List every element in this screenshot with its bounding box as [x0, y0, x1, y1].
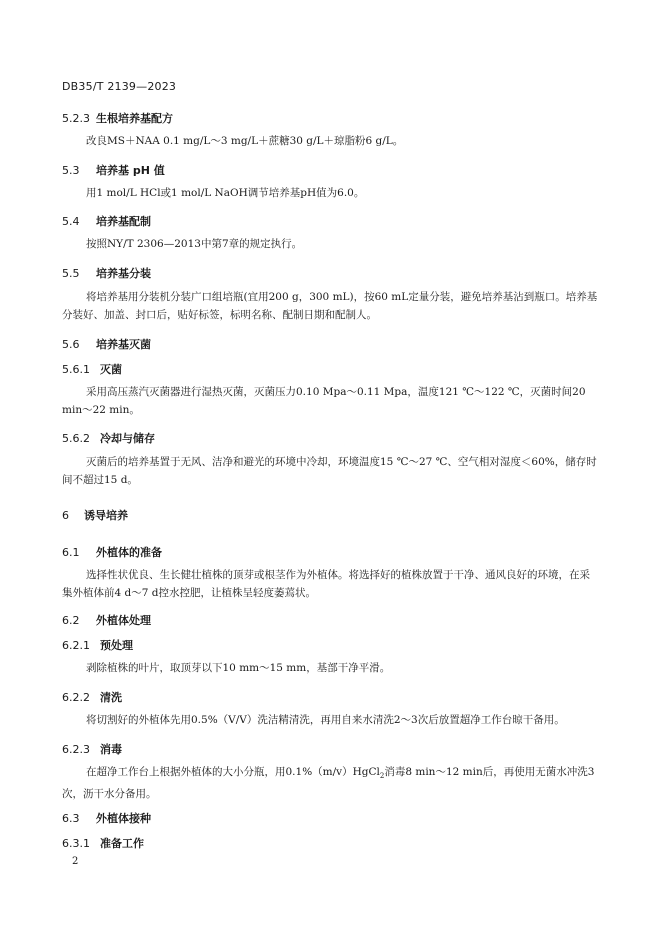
heading-number: 5.2.3 [62, 112, 90, 125]
heading-5-5 [62, 265, 151, 281]
heading-title: 外植体处理 [96, 614, 151, 627]
paragraph-5-6-1: 采用高压蒸汽灭菌器进行湿热灭菌，灭菌压力0.10 Mpa～0.11 Mpa，温度121 ℃～122 ℃，灭菌时间20 min～22 min。 [62, 386, 586, 416]
paragraph-5-2-3: 改良MS＋NAA 0.1 mg/L～3 mg/L＋蔗糖30 g/L＋琼脂粉6 g/L。 [86, 135, 404, 147]
heading-number: 5.4 [62, 215, 80, 228]
heading-6-2-3 [62, 741, 122, 757]
heading-title: 外植体接种 [96, 812, 151, 825]
heading-title: 外植体的准备 [96, 546, 162, 559]
heading-5-6 [62, 336, 151, 352]
paragraph-5-6-2: 灭菌后的培养基置于无风、洁净和避光的环境中冷却，环境温度15 ℃～27 ℃、空气相对湿度＜60%，储存时间不超过15 d。 [62, 456, 597, 486]
heading-number: 5.6 [62, 338, 80, 351]
paragraph-6-2-2: 将切割好的外植体先用0.5%（V/V）洗洁精清洗，再用自来水清洗2～3次后放置超净工作台晾干备用。 [86, 714, 565, 726]
heading-6-1 [62, 544, 162, 560]
heading-number: 6.2 [62, 614, 80, 627]
heading-6-3-1 [62, 835, 144, 851]
heading-number: 5.3 [62, 164, 80, 177]
heading-6 [62, 507, 128, 523]
paragraph-5-4: 按照NY/T 2306—2013中第7章的规定执行。 [86, 238, 303, 250]
heading-5-6-2 [62, 430, 155, 446]
heading-title: 生根培养基配方 [96, 112, 173, 125]
heading-number: 6.3 [62, 812, 80, 825]
heading-number: 5.5 [62, 267, 80, 280]
paragraph-5-3: 用1 mol/L HCl或1 mol/L NaOH调节培养基pH值为6.0。 [86, 187, 365, 199]
heading-title: 清洗 [100, 691, 122, 704]
heading-title: 预处理 [100, 639, 133, 652]
subscript-2: 2 [379, 772, 385, 781]
paragraph-5-5: 将培养基用分装机分装广口组培瓶(宜用200 g，300 mL)，按60 mL定量分装，避免培养基沾到瓶口。培养基分装好、加盖、封口后，贴好标签，标明名称、配制日期和配制人。 [62, 291, 598, 321]
heading-number: 6.2.3 [62, 743, 90, 756]
heading-5-2-3 [62, 110, 173, 126]
heading-number: 5.6.2 [62, 432, 90, 445]
heading-title: 培养基灭菌 [96, 338, 151, 351]
heading-title: 培养基分装 [96, 267, 151, 280]
heading-5-6-1 [62, 361, 122, 377]
heading-number: 6 [62, 509, 69, 522]
heading-title: 准备工作 [100, 837, 144, 850]
heading-6-2-1 [62, 637, 133, 653]
heading-number: 6.2.2 [62, 691, 90, 704]
heading-6-2 [62, 612, 151, 628]
heading-title: 灭菌 [100, 363, 122, 376]
paragraph-6-2-3 [62, 763, 600, 803]
page-number: 2 [72, 856, 79, 867]
heading-title: 培养基 pH 值 [96, 164, 165, 177]
heading-number: 6.3.1 [62, 837, 90, 850]
heading-6-3 [62, 810, 151, 826]
heading-5-3 [62, 162, 165, 178]
heading-number: 6.2.1 [62, 639, 90, 652]
heading-title: 消毒 [100, 743, 122, 756]
paragraph-text: 消毒8 min～12 min后，再使用无菌水冲洗3次，沥干水分备用。 [62, 766, 595, 801]
heading-title: 冷却与储存 [100, 432, 155, 445]
heading-title: 诱导培养 [84, 509, 128, 522]
heading-number: 6.1 [62, 546, 80, 559]
heading-5-4 [62, 213, 151, 229]
paragraph-text: 在超净工作台上根据外植体的大小分瓶，用0.1%（m/v）HgCl [86, 766, 380, 778]
heading-6-2-2 [62, 689, 122, 705]
heading-title: 培养基配制 [96, 215, 151, 228]
paragraph-6-2-1: 剥除植株的叶片，取顶芽以下10 mm～15 mm，基部干净平滑。 [86, 662, 391, 674]
paragraph-6-1: 选择性状优良、生长健壮植株的顶芽或根茎作为外植体。将选择好的植株放置于干净、通风良好的环境，在采集外植体前4 d～7 d控水控肥，让植株呈轻度萎蔫状。 [62, 569, 590, 599]
document-code: DB35/T 2139—2023 [62, 80, 177, 93]
heading-number: 5.6.1 [62, 363, 90, 376]
